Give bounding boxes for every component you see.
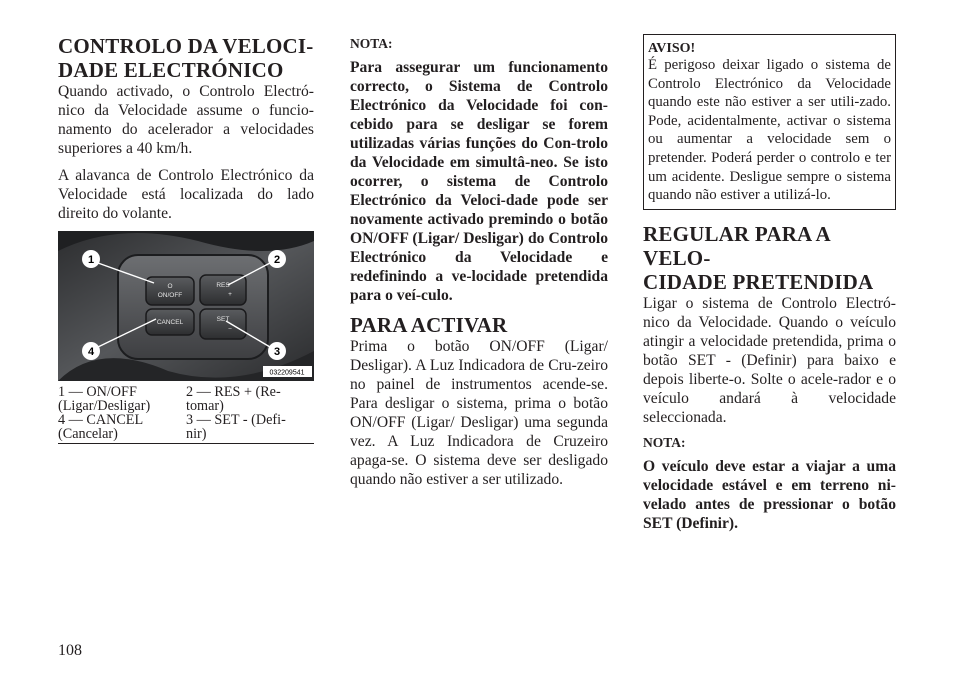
callout-3: 3 (273, 346, 281, 358)
set-minus-label: − (228, 326, 232, 333)
res-label: RES (216, 282, 230, 289)
callout-4: 4 (87, 346, 95, 358)
section-heading-activate: PARA ACTIVAR (350, 313, 508, 337)
warning-title: AVISO! (648, 41, 696, 56)
note-text: O veículo deve estar a viajar a uma velocidade estável e em terreno ni-velado antes de pressionar o botão SET (Definir). (643, 457, 896, 532)
section-heading-set-speed (643, 222, 896, 294)
warning-box (643, 34, 896, 210)
location-paragraph: A alavanca de Controlo Electrónico da Velocidade está localizada do lado direito do volante. (58, 167, 314, 222)
caption-item-3b: nir) (186, 426, 207, 442)
note-label: NOTA: (643, 434, 686, 450)
heading-line: CIDADE PRETENDIDA (643, 269, 874, 294)
onoff-top-label: O (167, 283, 173, 290)
warning-text: É perigoso deixar ligado o sistema de Controlo Electrónico da Velocidade quando este não estiver a ser utili-zado. Pode, acidentalmente, activar o sistema ou aumentar a velocidade sem o pretender. Poderá perder o controlo e ter um acidente. Desligue sempre o sistema quando não estiver a utilizá-lo. (648, 57, 891, 204)
caption-item-4b: (Cancelar) (58, 426, 118, 442)
heading-line: DADE ELECTRÓNICO (58, 58, 284, 82)
caption-item-2b: tomar) (186, 398, 224, 414)
caption-item-2a: 2 — RES + (Re- (186, 384, 281, 400)
note-text: Para assegurar um funcionamento correcto, o Sistema de Controlo Electrónico da Velocidade foi con-cebido para se desligar se forem utilizadas várias funções do Con-trolo da Velocidade em simultâ-neo. Se isto ocorrer, o sistema de Controlo Electrónico da Veloci-dade pode ser novamente activado premindo o botão ON/OFF (Ligar/ Desligar) do Controlo Electrónico da Velocidade e redefinindo a ve-locidade pretendida para o veí-culo. (350, 59, 608, 304)
page-number: 108 (58, 642, 82, 659)
caption-item-1a: 1 — ON/OFF (58, 384, 137, 400)
set-button-graphic (200, 309, 246, 339)
steering-wheel-illustration (58, 231, 314, 381)
activate-paragraph: Prima o botão ON/OFF (Ligar/ Desligar). A Luz Indicadora de Cru-zeiro no painel de instrumentos acende-se. Para desligar o sistema, prima o botão ON/OFF (Ligar/ Desligar) uma segunda vez. A Luz Indicadora de Cruzeiro apaga-se. O sistema deve ser desligado quando não estiver a ser utilizado. (350, 338, 608, 488)
set-speed-paragraph: Ligar o sistema de Controlo Electró-nico da Velocidade. Quando o veículo atingir a velocidade pretendida, prima o botão SET - (Definir) para baixo e depois liberte-o. Solte o acele-rador e o veículo andará à velocidade seleccionada. (643, 294, 896, 426)
column-right (643, 34, 896, 541)
caption-item-1b: (Ligar/Desligar) (58, 398, 151, 414)
column-left (58, 34, 314, 444)
onoff-label: ON/OFF (157, 292, 183, 299)
column-middle (350, 34, 608, 497)
res-plus-label: + (228, 291, 232, 298)
section-heading-speed-control (58, 34, 314, 82)
figure-caption (58, 385, 314, 444)
callout-1: 1 (87, 254, 95, 266)
intro-paragraph: Quando activado, o Controlo Electró-nico da Velocidade assume o funcio-namento do acelerador a velocidades superiores a 40 km/h. (58, 83, 314, 157)
note-label: NOTA: (350, 36, 393, 51)
callout-2: 2 (273, 254, 281, 266)
heading-line: REGULAR PARA A VELO- (643, 221, 830, 270)
set-label: SET (216, 316, 230, 323)
steering-wheel-controls-figure (58, 231, 314, 381)
caption-item-3a: 3 — SET - (Defi- (186, 412, 286, 428)
heading-line: CONTROLO DA VELOCI- (58, 34, 314, 58)
figure-code: 032209541 (269, 369, 305, 377)
caption-item-4a: 4 — CANCEL (58, 412, 144, 428)
onoff-button-graphic (146, 277, 194, 305)
cancel-label: CANCEL (156, 319, 184, 326)
